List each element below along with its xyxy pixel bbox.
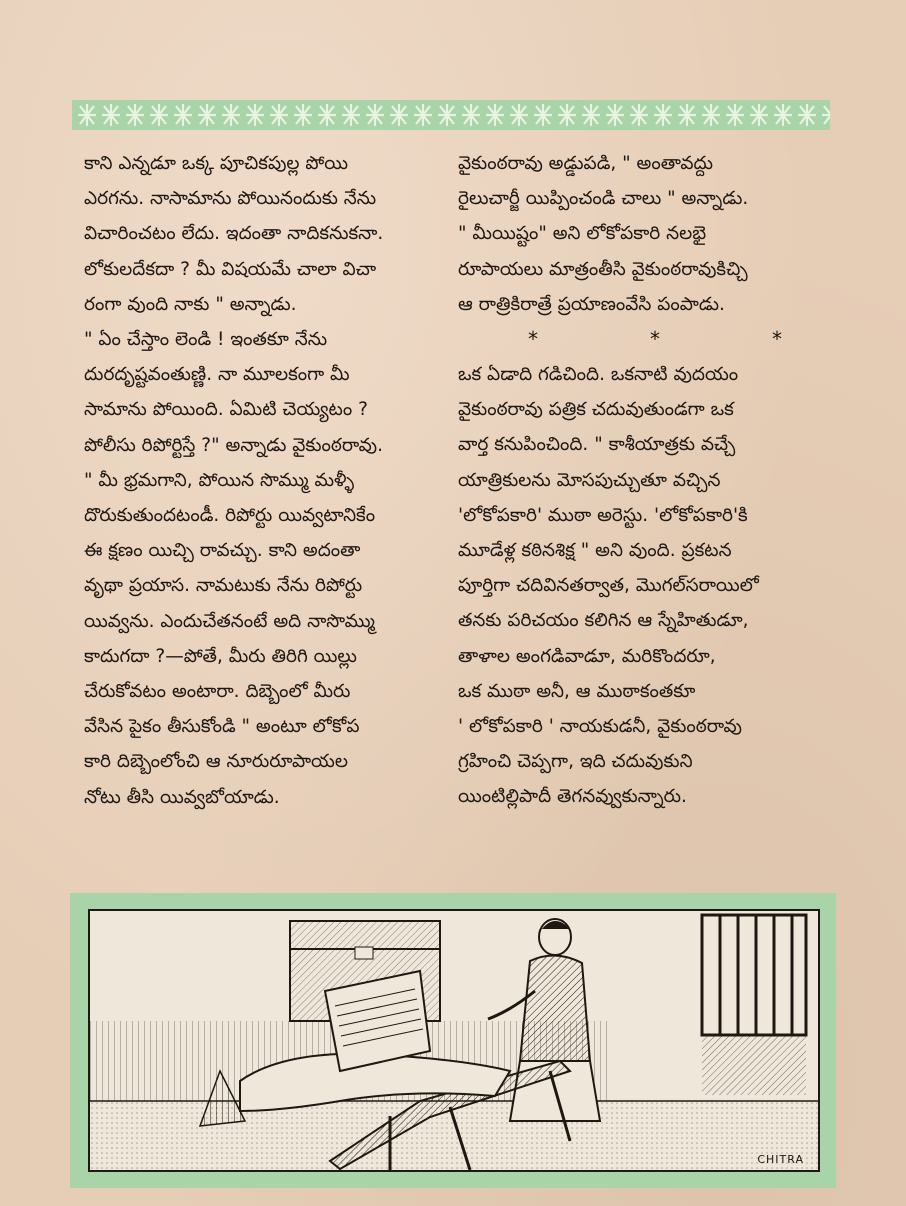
text-line: " ఏం చేస్తాం లెండి ! ఇంతకూ నేను	[84, 329, 328, 351]
border-motif	[654, 104, 672, 126]
text-line: వైకుంఠరావు అడ్డుపడి, " అంతావద్దు	[458, 153, 713, 174]
text-line: యింటిల్లిపాదీ తెగనవ్వుకున్నారు.	[458, 786, 687, 808]
text-line: ఈ క్షణం యిచ్చి రావచ్చు. కాని అదంతా	[84, 540, 361, 562]
border-motif	[582, 104, 600, 126]
text-line: వైకుంఠరావు పత్రిక చదువుతుండగా ఒక	[458, 399, 734, 421]
text-line: కారి దిబ్బెంలోంచి ఆ నూరురూపాయల	[84, 751, 348, 773]
border-motif	[750, 104, 768, 126]
text-line: చేరుకోవటం అంటారా. దిబ్బెంలో మీరు	[84, 681, 351, 703]
text-line: యివ్వను. ఎందుచేతనంటే అది నాసొమ్ము	[84, 610, 375, 632]
text-line: " మీయిష్టం" అని లోకోపకారి నలభై	[458, 223, 707, 245]
border-motif	[510, 104, 528, 126]
separator-star: *	[528, 327, 538, 352]
text-line: లోకులదేకదా ? మీ విషయమే చాలా విచా	[84, 258, 377, 280]
text-line: సామాను పోయింది. ఏమిటి చెయ్యటం ?	[84, 399, 368, 421]
decorative-border-pattern	[72, 100, 830, 130]
border-motif	[678, 104, 696, 126]
border-motif	[798, 104, 816, 126]
illustration-drawing	[90, 911, 818, 1170]
border-motif	[774, 104, 792, 126]
story-illustration	[88, 909, 820, 1172]
right-column	[458, 146, 838, 815]
text-line: రైలుచార్జీ యిప్పించండి చాలు " అన్నాడు.	[458, 188, 749, 210]
border-motif	[222, 104, 240, 126]
text-line: వేసిన పైకం తీసుకోండి " అంటూ లోకోప	[84, 716, 360, 738]
decorative-border-band	[72, 100, 830, 130]
artist-signature: CHITRA	[757, 1153, 804, 1166]
text-line: రూపాయలు మాత్రంతీసి వైకుంఠరావుకిచ్చి	[458, 258, 748, 280]
text-line: కాని ఎన్నడూ ఒక్క పూచికపుల్ల పోయి	[84, 153, 349, 174]
text-line: మూడేళ్ల కఠినశిక్ష " అని వుంది. ప్రకటన	[458, 540, 732, 562]
text-line: ' లోకోపకారి ' నాయకుడనీ, వైకుంఠరావు	[458, 716, 742, 738]
border-motif	[534, 104, 552, 126]
border-motif	[414, 104, 432, 126]
text-line: వృథా ప్రయాస. నామటుకు నేను రిపోర్టు	[84, 575, 363, 597]
border-motif	[702, 104, 720, 126]
text-line: ఎరగను. నాసామాను పోయినందుకు నేను	[84, 188, 377, 210]
border-motif	[318, 104, 336, 126]
text-line: కాదుగదా ?—పోతే, మీరు తిరిగి యిల్లు	[84, 645, 357, 667]
border-motif	[342, 104, 360, 126]
border-motif	[126, 104, 144, 126]
border-motif	[726, 104, 744, 126]
text-line: దురదృష్టవంతుణ్ణి. నా మూలకంగా మీ	[84, 364, 350, 386]
border-motif	[462, 104, 480, 126]
text-line: ఆ రాత్రికిరాత్రే ప్రయాణంవేసి పంపాడు.	[458, 293, 725, 315]
text-line: పోలీసు రిపోర్టిస్తే ?" అన్నాడు వైకుంఠరావు.	[84, 434, 383, 456]
border-motif	[630, 104, 648, 126]
left-column	[84, 146, 464, 815]
border-motif	[390, 104, 408, 126]
border-motif	[102, 104, 120, 126]
border-motif	[558, 104, 576, 126]
text-line: 'లోకోపకారి' ముఠా అరెస్టు. 'లోకోపకారి'కి	[458, 504, 748, 526]
text-line: ఒక ఏడాది గడిచింది. ఒకనాటి వుదయం	[458, 364, 739, 386]
separator-star: *	[772, 327, 782, 352]
text-line: విచారించటం లేదు. ఇదంతా నాదికనుకనా.	[84, 223, 384, 245]
border-motif	[366, 104, 384, 126]
border-motif	[822, 104, 830, 126]
text-line: తనకు పరిచయం కలిగిన ఆ స్నేహితుడూ,	[458, 610, 749, 632]
text-line: నోటు తీసి యివ్వబోయాడు.	[84, 786, 280, 808]
text-line: పూర్తిగా చదివినతర్వాత, మొగల్‌సరాయిలో	[458, 575, 759, 597]
text-line: తాళాల అంగడివాడూ, మరికొందరూ,	[458, 645, 716, 667]
border-motif	[78, 104, 96, 126]
border-motif	[606, 104, 624, 126]
text-line: " మీ భ్రమగాని, పోయిన సొమ్ము మళ్ళీ	[84, 469, 355, 491]
separator-star: *	[650, 327, 660, 352]
border-motif	[150, 104, 168, 126]
text-line: గ్రహించి చెప్పగా, ఇది చదువుకుని	[458, 751, 693, 773]
border-motif	[270, 104, 288, 126]
text-line: దొరుకుతుందటండీ. రిపోర్టు యివ్వటానికేం	[84, 505, 376, 527]
text-line: యాత్రికులను మోసపుచ్చుతూ వచ్చిన	[458, 469, 721, 491]
border-motif	[246, 104, 264, 126]
border-motif	[174, 104, 192, 126]
text-line: ఒక ముఠా అనీ, ఆ ముఠాకంతకూ	[458, 680, 696, 702]
text-line: రంగా వుంది నాకు " అన్నాడు.	[84, 293, 297, 315]
border-motif	[294, 104, 312, 126]
border-motif	[438, 104, 456, 126]
section-separator	[458, 322, 838, 357]
border-motif	[486, 104, 504, 126]
text-line: వార్త కనుపించింది. " కాశీయాత్రకు వచ్చే	[458, 434, 736, 456]
illustration-frame	[70, 893, 836, 1188]
border-motif	[198, 104, 216, 126]
